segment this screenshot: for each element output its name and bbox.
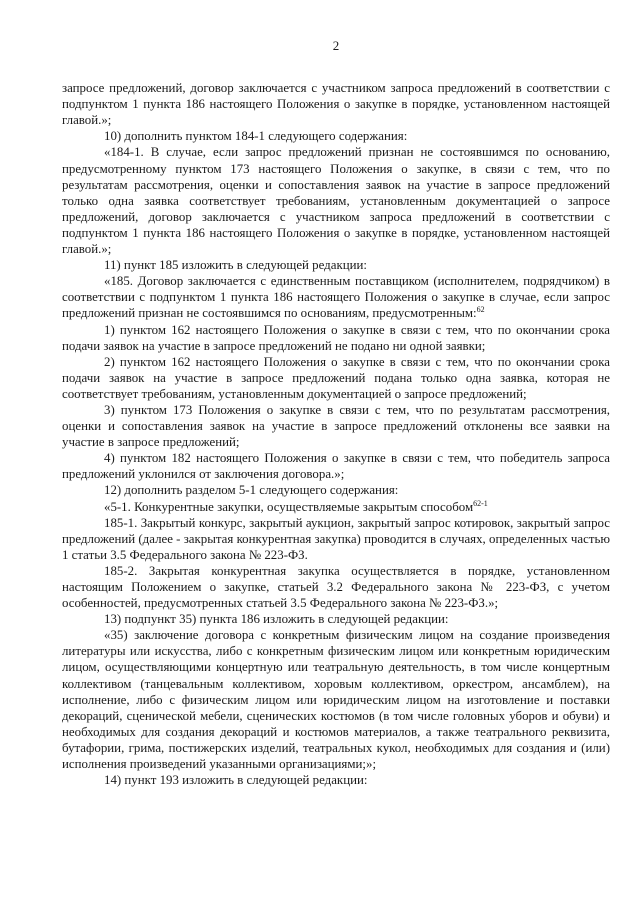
paragraph-item-14: 14) пункт 193 изложить в следующей редакции: <box>104 773 368 788</box>
paragraph-item-11: 11) пункт 185 изложить в следующей редакции: <box>104 258 367 273</box>
footnote-ref-62: 62 <box>476 305 485 315</box>
paragraph-185-sub-1: 1) пунктом 162 настоящего Положения о закупке в связи с тем, что по окончании срока подачи заявок на участие в запросе предложений не подано ни одной заявки; <box>62 322 610 353</box>
section-5-1-heading-text: «5-1. Конкурентные закупки, осуществляемые закрытым способом <box>104 499 474 514</box>
paragraph-185 <box>62 273 610 321</box>
paragraph-item-13: 13) подпункт 35) пункта 186 изложить в следующей редакции: <box>104 612 449 627</box>
paragraph-185-sub-4: 4) пунктом 182 настоящего Положения о закупке в связи с тем, что победитель запроса предложений уклонился от заключения договора.»; <box>62 451 610 482</box>
paragraph-item-10: 10) дополнить пунктом 184-1 следующего содержания: <box>104 129 408 144</box>
paragraph-item-12: 12) дополнить разделом 5-1 следующего содержания: <box>104 483 399 498</box>
paragraph-184-1: «184-1. В случае, если запрос предложений признан не состоявшимся по основанию, предусмотренному пунктом 173 настоящего Положения о закупке, в связи с тем, что по результатам рассмотрения, оценки и сопоставления заявок на участие в запросе предложений только одна заявка соответствует требованиям, установленным документацией о запросе предложений, договор заключается с участником запроса предложений в соответствии с подпунктом 1 пункта 186 настоящего Положения о закупке в порядке, установленном настоящей главой.»; <box>62 145 610 257</box>
paragraph-185-2: 185-2. Закрытая конкурентная закупка осуществляется в порядке, установленном настоящим Положением о закупке, статьей 3.2 Федерального закона № 223-ФЗ, с учетом особенностей, предусмотренных статьей 3.5 Федерального закона № 223-ФЗ.»; <box>62 563 610 611</box>
document-page <box>62 38 610 788</box>
paragraph-185-1: 185-1. Закрытый конкурс, закрытый аукцион, закрытый запрос котировок, закрытый запрос предложений (далее - закрытая конкурентная закупка) проводится в случаях, определенных частью 1 статьи 3.5 Федерального закона № 223-ФЗ. <box>62 515 610 562</box>
section-5-1-heading <box>62 499 610 515</box>
paragraph-185-text: «185. Договор заключается с единственным поставщиком (исполнителем, подрядчиком) в соответствии с подпунктом 1 пункта 186 настоящего Положения о закупке в случае, если запрос предложений признан не состоявшимся по основаниям, предусмотренным: <box>62 274 610 321</box>
page-number: 2 <box>332 38 340 53</box>
paragraph-185-sub-2: 2) пунктом 162 настоящего Положения о закупке в связи с тем, что по окончании срока подачи заявок на участие в запросе предложений подана только одна заявка, которая не соответствует требованиям, установленным документацией о запросе предложений; <box>62 354 610 401</box>
paragraph-186-35: «35) заключение договора с конкретным физическим лицом на создание произведения литературы или искусства, либо с конкретным физическим лицом или конкретным юридическим лицом, осуществляющими концертную или театральную деятельность, в том числе концертным коллективом (танцевальным коллективом, хоровым коллективом, оркестром, ансамблем), на исполнение, либо с физическим лицом или юридическим лицом на изготовление и поставки декораций, сценической мебели, сценических костюмов (в том числе головных уборов и обуви) и необходимых для создания декораций и костюмов материалов, а также театрального реквизита, бутафории, грима, постижерских изделий, театральных кукол, необходимых для создания и (или) исполнения произведений указанными организациями;»; <box>62 628 610 772</box>
footnote-ref-62-1: 62-1 <box>473 498 488 508</box>
paragraph-continuation: запросе предложений, договор заключается с участником запроса предложений в соответствии с подпунктом 1 пункта 186 настоящего Положения о закупке в порядке, установленном настоящей главой.»; <box>62 81 610 128</box>
paragraph-185-sub-3: 3) пунктом 173 Положения о закупке в связи с тем, что по результатам рассмотрения, оценки и сопоставления заявок на участие в запросе предложений отклонены все заявки на участие в запросе предложений; <box>62 402 610 450</box>
